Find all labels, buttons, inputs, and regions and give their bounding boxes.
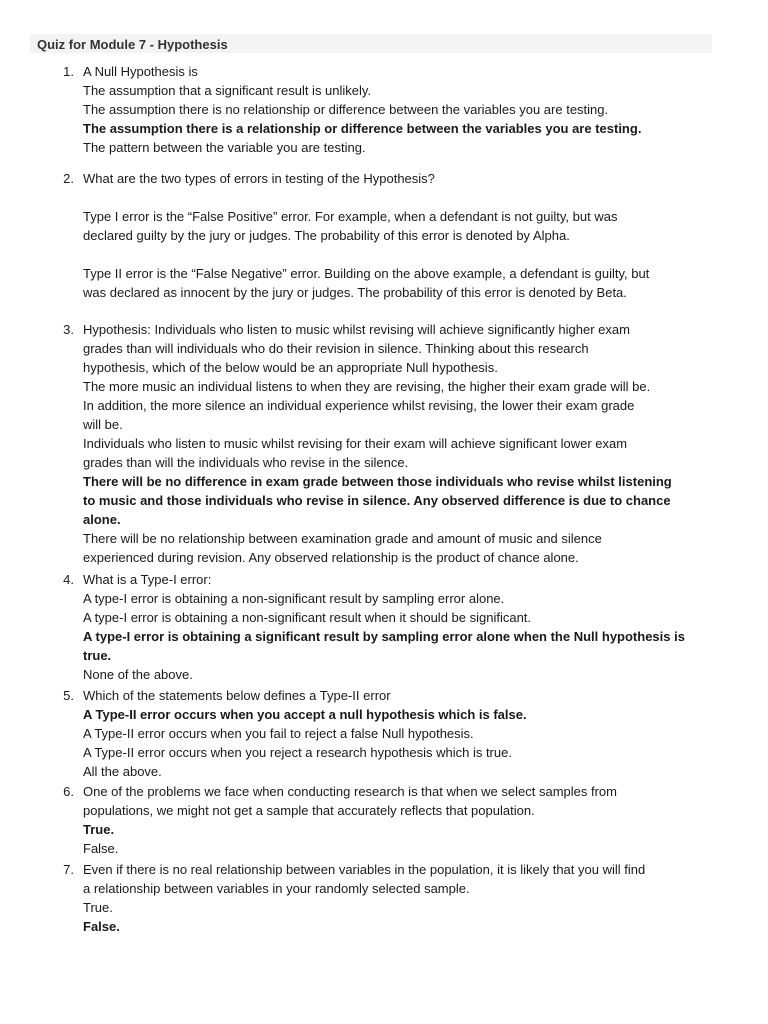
question-text: A Null Hypothesis is: [83, 64, 198, 79]
answer-option: declared guilty by the jury or judges. The probability of this error is denoted by Alpha.: [83, 228, 570, 243]
page-title: Quiz for Module 7 - Hypothesis: [37, 37, 228, 52]
answer-option: experienced during revision. Any observed relationship is the product of chance alone.: [83, 550, 579, 565]
question-body: [83, 320, 708, 567]
answer-option: populations, we might not get a sample that accurately reflects that population.: [83, 803, 535, 818]
question-body: [83, 570, 708, 684]
answer-option-correct: There will be no difference in exam grade between those individuals who revise whilst listening: [83, 474, 672, 489]
answer-option: A Type-II error occurs when you fail to reject a false Null hypothesis.: [83, 726, 474, 741]
answer-option-correct: The assumption there is a relationship or difference between the variables you are testing.: [83, 121, 642, 136]
question-body: [83, 169, 708, 302]
answer-option: was declared as innocent by the jury or judges. The probability of this error is denoted by Beta.: [83, 285, 627, 300]
answer-option: A type-I error is obtaining a non-significant result by sampling error alone.: [83, 591, 505, 606]
question-body: [83, 860, 708, 936]
question-text: What are the two types of errors in testing of the Hypothesis?: [83, 171, 435, 186]
answer-option: True.: [83, 900, 113, 915]
answer-option: The assumption there is no relationship or difference between the variables you are testing.: [83, 102, 609, 117]
answer-option: Type I error is the “False Positive” error. For example, when a defendant is not guilty, but was: [83, 209, 618, 224]
question-body: [83, 686, 708, 781]
question-body: [83, 62, 708, 157]
question-number: 6.: [63, 784, 74, 799]
answer-option: A Type-II error occurs when you reject a research hypothesis which is true.: [83, 745, 512, 760]
answer-option: False.: [83, 841, 119, 856]
answer-option: Individuals who listen to music whilst revising for their exam will achieve significant lower exam: [83, 436, 628, 451]
question-body: [83, 782, 708, 858]
answer-option: will be.: [83, 417, 123, 432]
question-number: 1.: [63, 64, 74, 79]
answer-option: hypothesis, which of the below would be an appropriate Null hypothesis.: [83, 360, 498, 375]
answer-option-correct: to music and those individuals who revise in silence. Any observed difference is due to chance: [83, 493, 671, 508]
question-number: 5.: [63, 688, 74, 703]
question-text: Hypothesis: Individuals who listen to music whilst revising will achieve significantly higher exam: [83, 322, 630, 337]
answer-option-correct: A Type-II error occurs when you accept a null hypothesis which is false.: [83, 707, 527, 722]
question-text: Even if there is no real relationship between variables in the population, it is likely that you will find: [83, 862, 646, 877]
question-number: 4.: [63, 572, 74, 587]
answer-option: The pattern between the variable you are testing.: [83, 140, 366, 155]
answer-option: A type-I error is obtaining a non-significant result when it should be significant.: [83, 610, 532, 625]
question-number: 3.: [63, 322, 74, 337]
answer-option: All the above.: [83, 764, 162, 779]
answer-option-correct: A type-I error is obtaining a significant result by sampling error alone when the Null hypothesis is: [83, 629, 685, 644]
answer-option-correct: True.: [83, 822, 115, 837]
answer-option: a relationship between variables in your randomly selected sample.: [83, 881, 470, 896]
answer-option: In addition, the more silence an individual experience whilst revising, the lower their exam grade: [83, 398, 635, 413]
answer-option: grades than will individuals who do their revision in silence. Thinking about this research: [83, 341, 589, 356]
answer-option: grades than will the individuals who revise in the silence.: [83, 455, 409, 470]
answer-option: Type II error is the “False Negative” error. Building on the above example, a defendant is guilty, but: [83, 266, 650, 281]
answer-option-correct: alone.: [83, 512, 121, 527]
answer-option-correct: true.: [83, 648, 112, 663]
answer-option: The more music an individual listens to when they are revising, the higher their exam grade will be.: [83, 379, 651, 394]
question-number: 2.: [63, 171, 74, 186]
answer-option: None of the above.: [83, 667, 193, 682]
answer-option: The assumption that a significant result is unlikely.: [83, 83, 372, 98]
answer-option: There will be no relationship between examination grade and amount of music and silence: [83, 531, 602, 546]
question-text: Which of the statements below defines a Type-II error: [83, 688, 391, 703]
question-text: What is a Type-I error:: [83, 572, 212, 587]
question-number: 7.: [63, 862, 74, 877]
question-text: One of the problems we face when conducting research is that when we select samples from: [83, 784, 617, 799]
answer-option-correct: False.: [83, 919, 120, 934]
